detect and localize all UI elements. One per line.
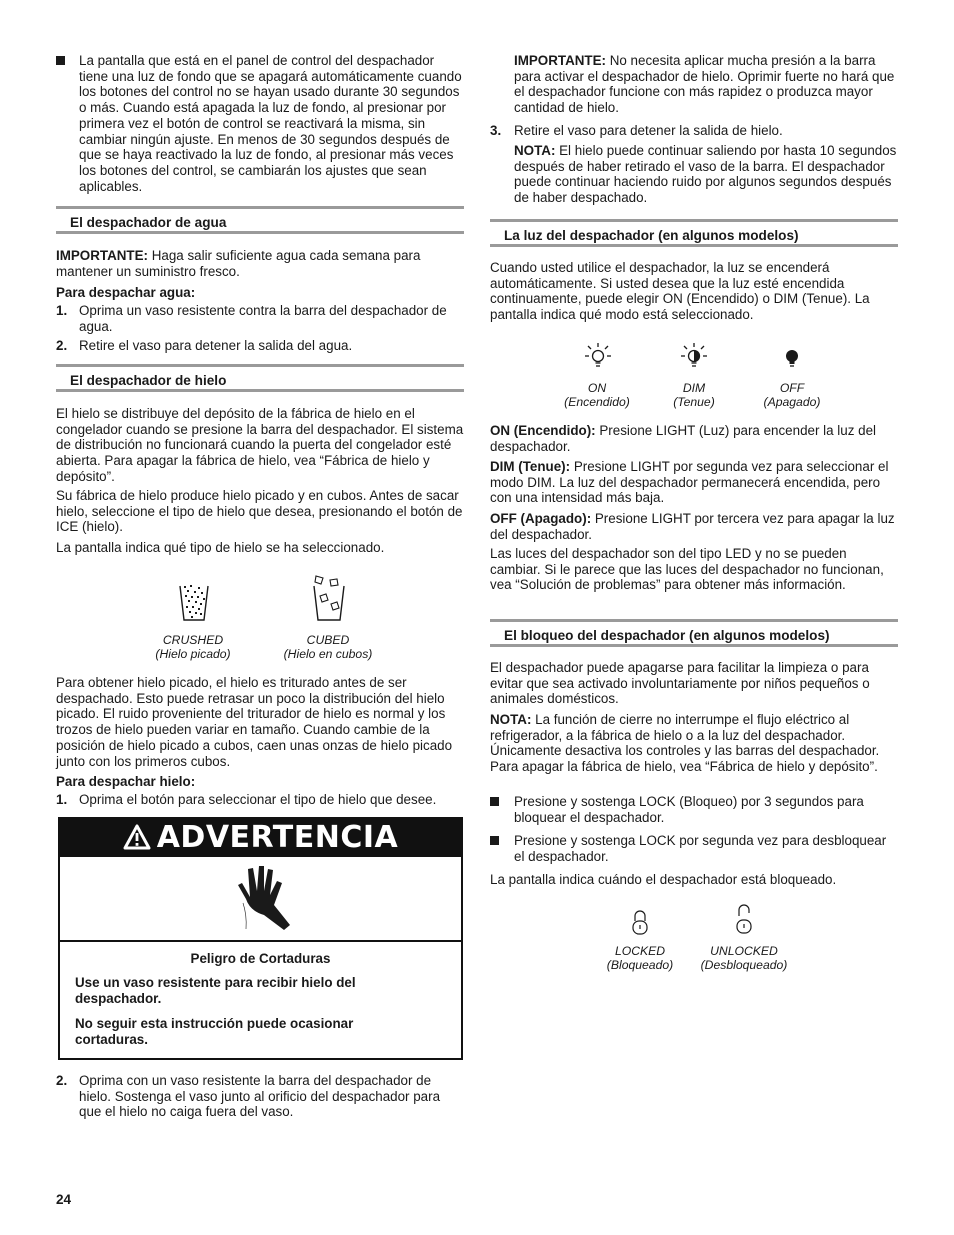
lock-paragraph-1: El despachador puede apagarse para facilitar la limpieza o para evitar que sea activado involuntariamente por niños pequeños o animales domésticos.: [490, 660, 870, 707]
water-section-header: [56, 206, 464, 234]
step-text: Oprima un vaso resistente contra la barra del despachador de agua.: [79, 303, 447, 334]
ice-step-2: [56, 1073, 464, 1120]
important-text: Haga salir suficiente agua cada semana para mantener un suministro fresco.: [56, 248, 421, 279]
on-caption-sub: (Encendido): [564, 395, 630, 409]
lock-note: [490, 712, 898, 775]
off-caption-sub: (Apagado): [763, 395, 821, 409]
note-label: NOTA:: [514, 143, 556, 158]
light-section-header: [490, 219, 898, 247]
hand-cut-icon: [228, 863, 298, 933]
light-dim-icon: [679, 342, 709, 374]
off-caption-label: OFF: [779, 381, 805, 395]
unlocked-caption-label: UNLOCKED: [710, 944, 778, 958]
on-description: [490, 423, 898, 454]
bullet-square: [490, 836, 499, 845]
important-label: IMPORTANTE:: [56, 248, 148, 263]
lock-section-header: [490, 619, 898, 647]
crushed-label: CRUSHED: [162, 633, 224, 647]
water-section-title: El despachador de agua: [70, 215, 227, 230]
water-step-1: [56, 303, 464, 334]
dim-caption-sub: (Tenue): [673, 395, 715, 409]
hazard-title: Peligro de Cortaduras: [190, 951, 331, 966]
bullet-square: [56, 56, 65, 65]
warning-divider: [60, 940, 461, 942]
ice-section-header: [56, 364, 464, 392]
warning-title: ADVERTENCIA: [156, 820, 399, 855]
note-text: El hielo puede continuar saliendo por hasta 10 segundos después de haber retirado el vaso de la barra. El despachador puede continuar haciendo ruido por algunos segundos después de haber despachado.: [514, 143, 897, 206]
dim-caption-label: DIM: [682, 381, 706, 395]
right-important: [514, 53, 898, 116]
lock-bullet-1: [490, 794, 898, 825]
off-caption: [752, 381, 832, 409]
crushed-caption: [143, 633, 243, 661]
locked-caption-label: LOCKED: [614, 944, 666, 958]
right-note: [514, 143, 898, 206]
dim-description: [490, 459, 898, 506]
warning-box: [58, 817, 463, 1060]
note-text: La función de cierre no interrumpe el flujo eléctrico al refrigerador, a la fábrica de hielo o a la luz del despachador. Únicamente desactiva los controles y las barras del despachador. Para apagar la fábrica de hielo, vea “Fábrica de hielo y depósito”.: [490, 712, 880, 775]
step-text: Retire el vaso para detener la salida de hielo.: [514, 123, 783, 138]
note-label: NOTA:: [490, 712, 532, 727]
important-label: IMPORTANTE:: [514, 53, 606, 68]
bullet-text: Presione y sostenga LOCK (Bloqueo) por 3 segundos para bloquear el despachador.: [514, 794, 864, 825]
warning-triangle-icon: [123, 824, 151, 850]
unlocked-caption: [694, 944, 794, 972]
step-text: Oprima con un vaso resistente la barra del despachador de hielo. Sostenga el vaso junto al orificio del despachador para que el hielo no caiga fuera del vaso.: [79, 1073, 441, 1120]
light-on-icon: [583, 342, 613, 374]
water-important: [56, 248, 464, 279]
warning-divider: [60, 855, 461, 857]
page-number: 24: [56, 1192, 72, 1207]
locked-icon: [630, 908, 650, 936]
on-caption-label: ON: [587, 381, 607, 395]
ice-paragraph-2: Su fábrica de hielo produce hielo picado y en cubos. Antes de sacar hielo, seleccione el tipo de hielo que desea, presionando el botón de ICE (hielo).: [56, 488, 463, 535]
light-off-icon: [777, 342, 807, 374]
led-paragraph: Las luces del despachador son del tipo LED y no se pueden cambiar. Si le parece que las luces del despachador no funcionan, vea “Solución de problemas” para obtener más información.: [490, 546, 884, 593]
water-step-2: [56, 338, 464, 354]
light-section-title: La luz del despachador (en algunos modelos): [504, 228, 799, 243]
crushed-ice-icon: [176, 580, 212, 624]
locked-caption-sub: (Bloqueado): [606, 958, 674, 972]
step-text: Oprima el botón para seleccionar el tipo de hielo que desee.: [79, 792, 437, 807]
warning-line-1: Use un vaso resistente para recibir hielo del despachador.: [75, 975, 356, 1006]
off-description: [490, 511, 898, 542]
on-label: ON (Encendido):: [490, 423, 596, 438]
dim-label: DIM (Tenue):: [490, 459, 571, 474]
off-text: Presione LIGHT por tercera vez para apagar la luz del despachador.: [490, 511, 895, 542]
ice-step-3: [490, 123, 898, 139]
locked-caption: [598, 944, 682, 972]
step-number: 1.: [56, 792, 68, 807]
ice-paragraph-4: Para obtener hielo picado, el hielo es triturado antes de ser despachado. Esto puede retrasar un poco la distribución del hielo picado. El ruido proveniente del triturador de hielo es normal y los trozos de hielo pueden variar en tamaño. Cuando cambie de la posición de hielo picado a cubos, caen unas onzas de hielo picado junto con los primeros cubos.: [56, 675, 453, 769]
dim-text: Presione LIGHT por segunda vez para seleccionar el modo DIM. La luz del despachador permanecerá encendida, pero con una intensidad más baja.: [490, 459, 889, 506]
step-number: 1.: [56, 303, 68, 318]
warning-line-2: No seguir esta instrucción puede ocasionar cortaduras.: [75, 1016, 354, 1047]
lock-section-title: El bloqueo del despachador (en algunos modelos): [504, 628, 830, 643]
bullet-square: [490, 797, 499, 806]
warning-header: [60, 819, 461, 855]
lock-bullet-2: [490, 833, 898, 864]
cubed-ice-icon: [310, 574, 350, 624]
on-caption: [557, 381, 637, 409]
on-text: Presione LIGHT (Luz) para encender la luz del despachador.: [490, 423, 877, 454]
light-paragraph-1: Cuando usted utilice el despachador, la luz se encenderá automáticamente. Si usted desea que la luz esté encendida continuamente, puede elegir ON (Encendido) o DIM (Tenue). La pantalla indica qué modo está seleccionado.: [490, 260, 870, 323]
warning-title-row: [60, 821, 461, 855]
ice-section-title: El despachador de hielo: [70, 373, 227, 388]
bullet-text: Presione y sostenga LOCK por segunda vez para desbloquear el despachador.: [514, 833, 887, 864]
intro-bullet-text: La pantalla que está en el panel de control del despachador tiene una luz de fondo que se apagará automáticamente cuando los botones del control no se hayan usado durante 30 segundos o más. Cuando está apagada la luz de fondo, al presionar por primera vez el botón de control se reactivará la misma, sin cambiar ningún ajuste. En menos de 30 segundos después de que se haya reactivado la luz de fondo, al presionar más veces los botones del control, se cambiarán los ajustes que sean aplicables.: [79, 53, 462, 194]
ice-paragraph-1: El hielo se distribuye del depósito de la fábrica de hielo en el congelador cuando se presione la barra del despachador. El sistema de distribución no funcionará cuando la puerta del congelador esté abierta. Para apagar la fábrica de hielo, vea “Fábrica de hielo y depósito”.: [56, 406, 464, 484]
unlocked-caption-sub: (Desbloqueado): [700, 958, 788, 972]
important-text: No necesita aplicar mucha presión a la barra para activar el despachador de hielo. Oprimir fuerte no hará que el despachador funcione con más rapidez o produzca mayor cantidad de hielo.: [514, 53, 895, 116]
ice-step-1: [56, 792, 464, 808]
step-number: 3.: [490, 123, 502, 138]
lock-paragraph-end: La pantalla indica cuándo el despachador está bloqueado.: [490, 872, 837, 887]
step-number: 2.: [56, 338, 68, 353]
unlocked-icon: [734, 904, 754, 936]
step-text: Retire el vaso para detener la salida del agua.: [79, 338, 353, 353]
cubed-sub: (Hielo en cubos): [283, 647, 373, 661]
dim-caption: [659, 381, 729, 409]
intro-bullet: [56, 53, 464, 194]
ice-subheading: Para despachar hielo:: [56, 774, 196, 789]
ice-paragraph-3: La pantalla indica qué tipo de hielo se ha seleccionado.: [56, 540, 385, 555]
cubed-caption: [273, 633, 383, 661]
crushed-sub: (Hielo picado): [155, 647, 231, 661]
off-label: OFF (Apagado):: [490, 511, 592, 526]
water-subheading: Para despachar agua:: [56, 285, 196, 300]
cubed-label: CUBED: [306, 633, 350, 647]
step-number: 2.: [56, 1073, 68, 1088]
